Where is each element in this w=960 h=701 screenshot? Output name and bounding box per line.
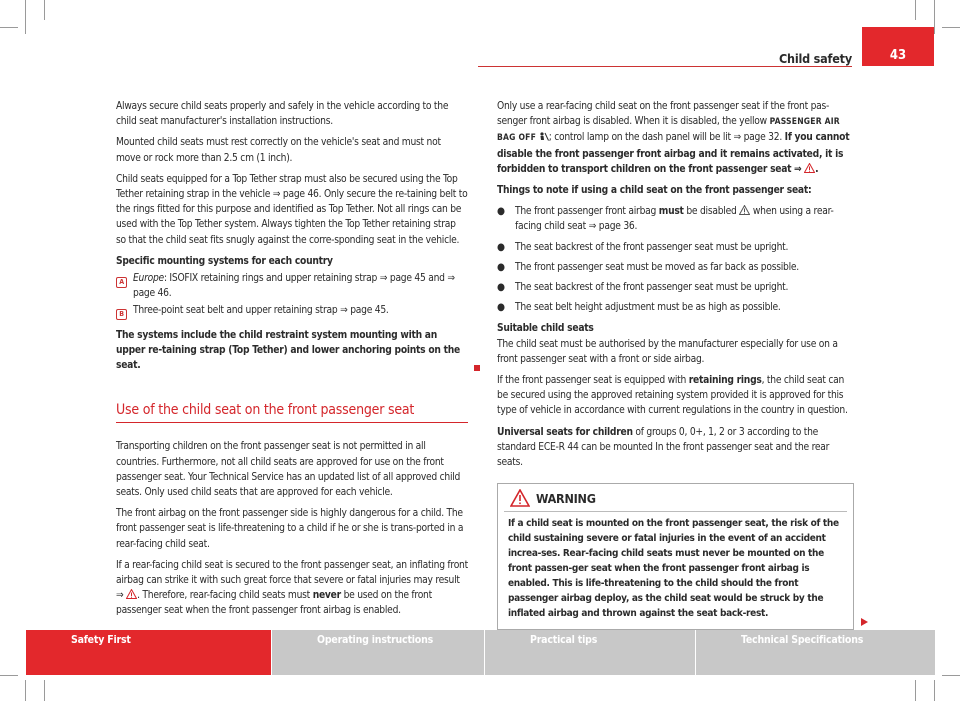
- subheading: Things to note if using a child seat on the front passenger seat:: [497, 185, 812, 197]
- list-item: [497, 240, 854, 255]
- bullet: ●: [497, 206, 505, 218]
- mounting-text: Three-point seat belt and upper retaining strap ⇒ page 45.: [133, 305, 389, 317]
- tab-safety-first[interactable]: [26, 630, 271, 675]
- crop-mark: [0, 27, 18, 28]
- crop-mark: [934, 680, 935, 701]
- text-run: control lamp on the dash panel will be lit ⇒ page 32.: [554, 132, 782, 144]
- warning-rule: [504, 511, 847, 512]
- paragraph: The front airbag on the front passenger side is highly dangerous for a child. The front passenger seat is life-threatening to a child if he or she is trans-ported in a rear-facing child seat.: [116, 508, 464, 550]
- emphasis: retaining rings: [688, 375, 762, 387]
- left-column: [116, 99, 468, 625]
- right-column: [497, 99, 854, 630]
- crop-mark: [942, 27, 960, 28]
- bullet: ●: [497, 282, 505, 294]
- warning-text: If a child seat is mounted on the front passenger seat, the risk of the child sustaining severe or fatal injuries in the event of an accident increa-ses. Rear-facing child seats must never be mounted on the front passen-ger seat when the front passenger front airbag is enabled. This is life-threatening to the child should the front passenger airbag deploy, as the child seat would be struck by the inflated airbag and thrown against the seat back-rest.: [508, 518, 839, 620]
- bullet: ●: [497, 241, 505, 253]
- tab-label: Technical Specifications: [741, 634, 864, 646]
- region-label: Europe: [133, 273, 164, 285]
- page-header-title: Child safety: [778, 51, 852, 66]
- crop-mark: [934, 0, 935, 34]
- text-run: of groups 0, 0+, 1, 2 or 3 according to the standard ECE-R 44 can be mounted In the front passenger seat and the rear seats.: [497, 426, 830, 469]
- section-heading: Use of the child seat on the front passenger seat: [116, 402, 415, 419]
- bullet: ●: [497, 302, 505, 314]
- footer-tabs: [26, 630, 935, 675]
- tab-practical-tips[interactable]: [485, 630, 695, 675]
- systems-note: [116, 328, 468, 374]
- emphasis: never: [312, 590, 341, 602]
- cross-ref: ⇒: [793, 163, 802, 175]
- crop-mark: [915, 0, 916, 20]
- list-item-text: [515, 204, 854, 234]
- paragraph: The child seat must be authorised by the manufacturer especially for use on a front passenger seat with a front or side airbag.: [497, 338, 838, 365]
- tag-b: B: [116, 309, 127, 320]
- crop-mark: [25, 0, 26, 34]
- paragraph: Always secure child seats properly and safely in the vehicle according to the child seat manufacturer's installation instructions.: [116, 101, 449, 128]
- crop-mark: [25, 680, 26, 701]
- crop-mark: [942, 675, 960, 676]
- emphasis: Universal seats for children: [497, 426, 633, 438]
- page-number: 43: [862, 27, 934, 66]
- text-run: If a rear-facing child seat is secured to the front passenger seat, an inflating front airbag can strike it with such great force that severe or fatal injuries may result ⇒: [116, 559, 468, 602]
- tab-operating-instructions[interactable]: [272, 630, 484, 675]
- warning-icon: [510, 489, 530, 507]
- header-rule: [478, 66, 852, 67]
- list-item-text: The seat belt height adjustment must be as high as possible.: [515, 302, 781, 314]
- section-rule: [116, 422, 468, 423]
- warning-icon: [126, 589, 137, 599]
- warning-icon: [739, 205, 750, 215]
- text-run: , the child seat can be secured using the approved retaining system provided it is approved for this type of vehicle in accordance with current regulations in the country in question.: [497, 375, 848, 417]
- list-item: [497, 260, 854, 275]
- warning-box: [497, 483, 854, 630]
- text-run: If the front passenger seat is equipped with: [497, 375, 687, 387]
- continue-arrow-icon: [861, 618, 868, 626]
- text-run: The front passenger front airbag: [515, 206, 657, 218]
- tab-label: Operating instructions: [317, 634, 434, 646]
- tab-technical-specifications[interactable]: [696, 630, 935, 675]
- section-end-marker: [474, 365, 480, 371]
- emphasis: If you cannot disable the front passenger front airbag and it remains activated, it is forbidden to transport children on the front passenger seat: [497, 132, 850, 175]
- list-item-text: The front passenger seat must be moved as far back as possible.: [515, 261, 799, 273]
- text-run: be disabled: [686, 206, 737, 218]
- crop-mark: [44, 0, 45, 20]
- airbag-off-icon: [539, 132, 549, 141]
- list-item: [497, 204, 854, 234]
- mounting-option-b: [116, 303, 468, 321]
- emphasis: must: [658, 206, 684, 218]
- paragraph: [497, 373, 854, 419]
- text-run: be used on the front passenger seat when the front passenger front airbag is enabled.: [116, 590, 432, 617]
- list-item: [497, 300, 854, 315]
- text-run: when using a rear-facing child seat ⇒ page 36.: [515, 206, 834, 233]
- bullet: ●: [497, 261, 505, 273]
- warning-header: [498, 484, 853, 507]
- paragraph: Mounted child seats must rest correctly on the vehicle's seat and must not move or rock more than 2.5 cm (1 inch).: [116, 137, 441, 164]
- list-item-text: The seat backrest of the front passenger seat must be upright.: [515, 241, 789, 253]
- paragraph: [497, 425, 854, 471]
- tab-label: Safety First: [71, 634, 131, 646]
- paragraph: Transporting children on the front passenger seat is not permitted in all countries. Furthermore, not all child seats are approved for use on the front passenger seat. Your Technical Service has an updated list of all approved child seats. Only used child seats that are approved for each vehicle.: [116, 441, 461, 499]
- crop-mark: [915, 680, 916, 701]
- paragraph: [116, 558, 468, 619]
- lamp-label: PASSENGER AIR BAG OFF: [497, 117, 840, 144]
- text-run: . Therefore, rear-facing child seats must: [137, 590, 311, 602]
- warning-title: WARNING: [536, 490, 596, 506]
- tag-a: A: [116, 277, 127, 288]
- text-run: Only use a rear-facing child seat on the front passenger seat if the front pas-senger front airbag is disabled. When it is disabled, the yellow: [497, 101, 830, 128]
- mounting-option-a: [116, 271, 468, 301]
- paragraph: Only use a rear-facing child seat on the front passenger seat if the front pas-senger front airbag is disabled. When it is disabled, the yellow PASSENGER AIR BAG OFF ; control lamp on the dash panel will be lit ⇒ page 32. If you cannot disable the front passenger front airbag and it remains activated, it is forbidden to transport children on the front passenger seat ⇒ .: [497, 101, 850, 175]
- crop-mark: [44, 680, 45, 701]
- systems-note-text: The systems include the child restraint system mounting with an upper re-taining strap (Top Tether) and lower anchoring points on the seat.: [116, 329, 460, 372]
- warning-icon: [804, 163, 815, 173]
- tab-label: Practical tips: [530, 634, 598, 646]
- subheading: Suitable child seats: [497, 323, 594, 335]
- list-item: [497, 280, 854, 295]
- crop-mark: [0, 675, 18, 676]
- subheading: Specific mounting systems for each country: [116, 255, 333, 267]
- mounting-text: : ISOFIX retaining rings and upper retaining strap ⇒ page 45 and ⇒ page 46.: [133, 273, 455, 300]
- list-item-text: The seat backrest of the front passenger seat must be upright.: [515, 282, 789, 294]
- paragraph: Child seats equipped for a Top Tether strap must also be secured using the Top Tether retaining strap in the vehicle ⇒ page 46. Only secure the re-taining belt to the rings fitted for this purpose and identified as Top Tether. Not all rings can be used with the Top Tether system. Always tighten the Top Tether retaining strap so that the child seat fits snugly against the corre-sponding seat in the vehicle.: [116, 173, 468, 246]
